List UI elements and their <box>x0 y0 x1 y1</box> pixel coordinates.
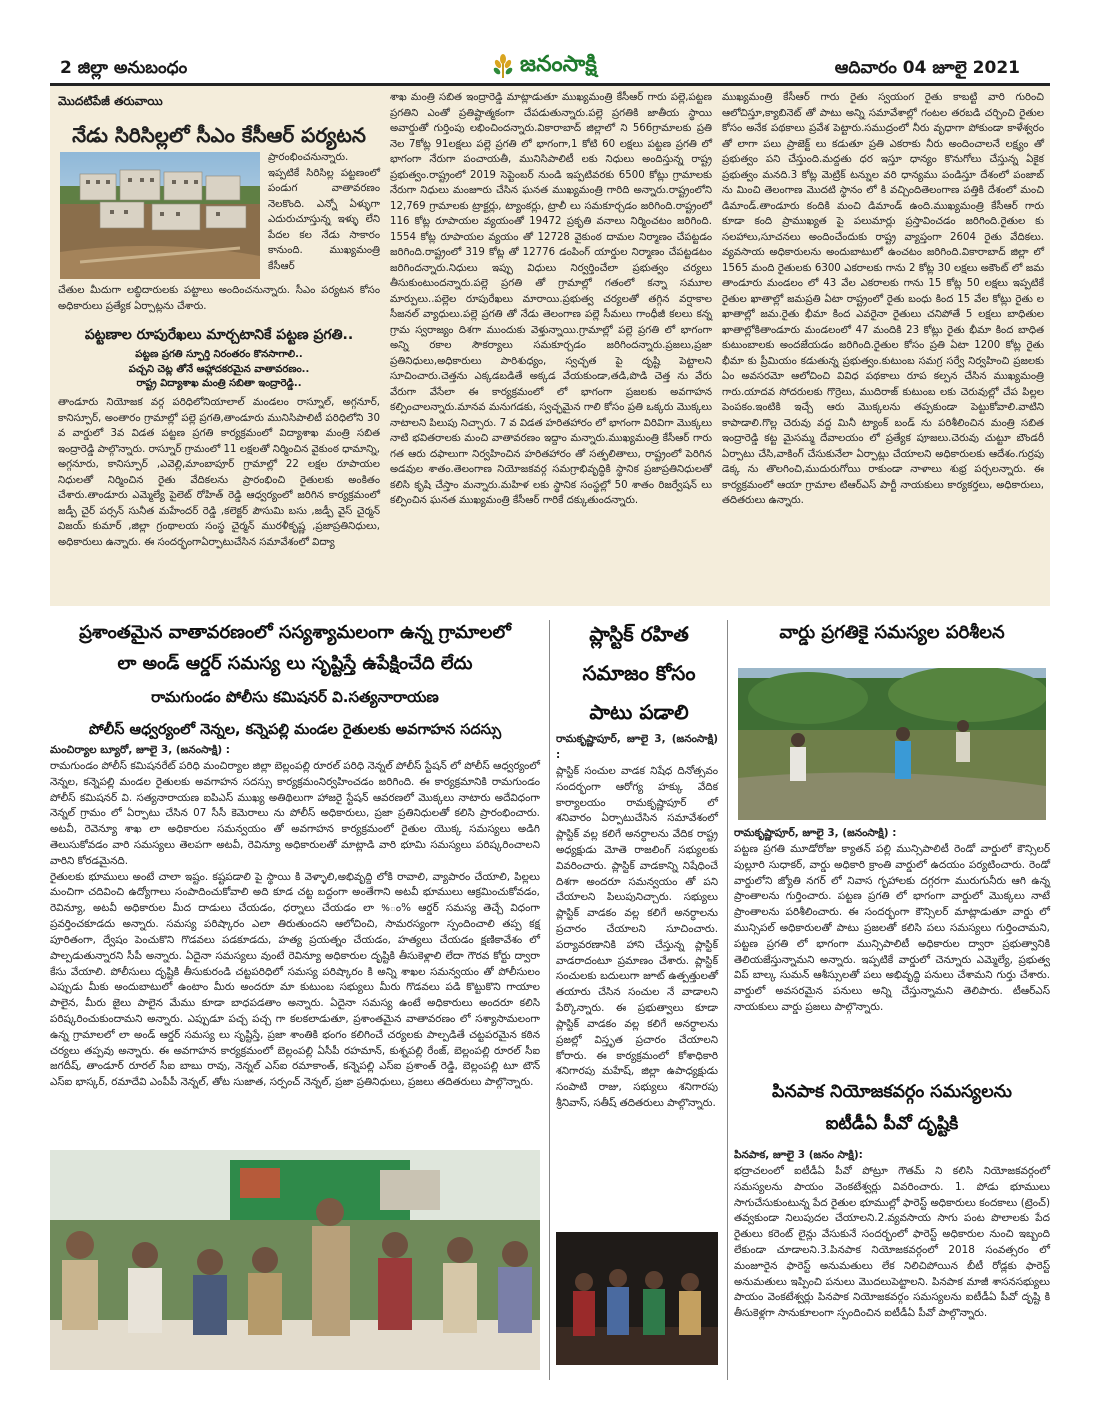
column-divider-2 <box>727 620 728 1380</box>
column-divider-1 <box>549 620 550 1380</box>
page-label: 2 జిల్లా అనుబంధం <box>60 58 188 78</box>
story3-photo <box>50 1150 540 1370</box>
ward-inspection-photo <box>738 668 1046 820</box>
story3-body-2: రైతులకు భూములు అంటే చాలా ఇష్టం. కష్టపడాలి పై స్థాయి కి వెళ్ళాలి,అభివృద్ది లోకి రావాలి, వ్యాపారం చేయాలి, పిల్లలు మంచిగా చదివించి ఉద్యోగాలు సంపాదించుకోవాలి అది కూడ చట్ట బద్దంగా అంతేగాని అటవీ భూములు ఆక్రమించుకోవడం, రెవిన్యూ, అటవీ అధికారుల మీద దాడులు చేయడం, ధర్నాలు చేయడం లా %ం% ఆర్డర్ సమస్య తెచ్చే విధంగా ప్రవర్తించకూడదు అన్నారు. సమస్య పరిష్కారం ఎలా తిరుతుందని ఆలోచించి, సామరస్యంగా స్పందించాలి తప్ప కక్ష పూరితంగా, ద్వేషం పెంచుకొని గొడవలు పడకూడదు, హత్య ప్రయత్నం చేయడం, హత్యలు చేయడం క్షణికావేశం లో పాల్పడుతున్నారని సీపీ అన్నారు. ఏదైనా సమస్యలు వుంటే రెవిన్యూ అధికారుల దృష్టికి తీసుకెళ్లాలి లేదా గౌరవ కోర్టు ద్వారా కేసు వేయాలి. పోలీసులు దృష్టికి తీసుకురండి చట్టపరిధిలో సమస్య పరిష్కారం కి అన్ని శాఖల సమన్వయం తో పోలీసులం ఎప్పుడు మీకు అందుబాటులో ఉంటాం మీరు అందరూ మా కుటుంబ సభ్యులు మీరు గొడవలు పడి కొట్టుకొని గాయాల పాలైన, మీరు జైలు పాలైన మేము కూడా బాధపడతాం అన్నారు. ఏదైనా సమస్య ఉంటే అధికారులు అందరూ కలిసి పరిష్కరించుకుందామని అన్నారు. ఎప్పుడూ పచ్చ పచ్చ గా కలకలాడుతూ, ప్రశాంతమైన వాతావరణం లో సశ్యాసామలంగా ఉన్న గ్రామాలలో లా అండ్ ఆర్డర్ సమస్య లు సృష్టిస్తే, ప్రజా శాంతికి భంగం కలిగించే చర్యలకు పాల్పడితే చట్టపరమైన కఠిన చర్యలు తప్పవు అన్నారు. ఈ అవగాహన కార్యక్రమంలో బెల్లంపల్లి ఏసీపీ రహమాన్, కుశ్నపల్లి రేంజ్, బెల్లంపల్లి రూరల్ సీఐ జగదీష్, తాండూర్ రూరల్ సీఐ బాబు రావు, నెన్నల్ ఎస్ఐ రమాకాంత్, కన్నెపల్లి ఎస్ఐ ప్రశాంత్ రెడ్డి, బెల్లంపల్లి టూ టౌన్ ఎస్ఐ భాస్కర్, రమాదేవి ఎంపీపీ నెన్నల్, తోట సుజాత, సర్పంచ్ నెన్నల్, ప్రజా ప్రతినిధులు, ప్రజలు తదితరులు పాల్గొన్నారు. <box>50 870 540 1089</box>
story2-body-col2: శాఖ మంత్రి సబిత ఇంద్రారెడ్డి మాట్లాడుతూ ముఖ్యమంత్రి కేసీఆర్ గారు పల్లె,పట్టణ ప్రగతిని ఎంతో ప్రతిష్టాత్మకంగా చేపడుతున్నారు.పల్లె ప్రగతికి జాతీయ స్థాయి అవార్డుతో గుర్తింపు లభించిందన్నారు.వికారాబాద్ జిల్లాలో ని 566గ్రామాలకు ప్రతి నెల 7కోట్ల 91లక్షలు పల్లె ప్రగతి లో భాగంగా,1 కోటి 60 లక్షలు పట్టణ ప్రగతి లో భాగంగా నేరుగా పంచాయతీ, మునిసిపాలిటీ లకు నిధులు అందిస్తున్న రాష్ట్ర ప్రభుత్వం.రాష్ట్రంలో 2019 సెప్టెంబర్ నుండి ఇప్పటివరకు 6500 కోట్లు గ్రామాలకు నేరుగా నిధులు మంజూరు చేసిన ఘనత ముఖ్యమంత్రి గారిది అన్నారు.రాష్ట్రంలోని 12,769 గ్రామాలకు ట్రాక్టర్లు, ట్యాంకర్లు, ట్రాలీ లు సమకూర్చడం జరిగింది.రాష్ట్రంలో 116 కోట్ల రూపాయల వ్యయంతో 19472 ప్రకృతి వనాలు నిర్మించటం జరిగింది. 1554 కోట్ల రూపాయల వ్యయం తో 12728 వైకుంఠ దామల నిర్మాణం చేపట్టడం జరిగింది.రాష్ట్రంలో 319 కోట్ల తో 12776 డంపింగ్ యార్డుల నిర్మాణం చేపట్టడటం జరిగిందన్నారు.నిధులు ఇప్పు విధులు నిర్వర్తించేలా ప్రభుత్వం చర్యలు తీసుకుంటుందన్నారు.పల్లె ప్రగతి తో గ్రామాల్లో గతంలో కన్నా సమూల మార్పులు..పల్లెల రూపురేఖలు మారాయి.ప్రభుత్వ చర్యలతో తగ్గిన వర్షాకాల సీజనల్ వ్యాధులు.పల్లె ప్రగతి తో నేడు తెలంగాణ పల్లె సీమలు గాంధీజీ కలలు కన్న గ్రామ స్వరాజ్యం దిశగా ముందుకు వెళ్తున్నాయి.గ్రామాల్లో పల్లె ప్రగతి లో భాగంగా అన్ని రకాల సౌకర్యాలు సమకూర్చడం జరిగిందన్నారు.ప్రజలు,ప్రజా ప్రతినిధులు,అధికారులు పారిశుధ్యం, స్వచ్ఛత పై దృష్టి పెట్టాలని సూచించారు.చెత్తను ఎక్కడబడితే అక్కడ వేయకుండా,తడి,పొడి చెత్త ను వేరు వేరుగా వేసేలా ఈ కార్యక్రమంలో లో భాగంగా ప్రజలకు అవగాహన కల్పించాలన్నారు.మానవ మనుగడకు, స్వచ్ఛమైన గాలి కోసం ప్రతి ఒక్కరు మొక్కలు నాటాలని పిలుపు నిచ్చారు. 7 వ విడత హరితహారం లో భాగంగా విరివిగా మొక్కలు నాటి భవితరాలకు మంచి వాతావరణం ఇద్దాం మన్నారు.ముఖ్యమంత్రి కేసీఆర్ గారు గత ఆరు దఫాలుగా నిర్వహించిన హరితహారం తో సత్ఫలితాలు, రాష్ట్రంలో పెరిగిన అడవుల శాతం.తెలంగాణ నియోజకవర్గ సమగ్రాభివృద్ధికి స్థానిక ప్రజాప్రతినిధులతో కలిసి కృషి చేస్తాం మన్నారు.మహిళ లకు స్థానిక సంస్థల్లో 50 శాతం రిజర్వేషన్ లు కల్పించిన ఘనత ముఖ్యమంత్రి కేసీఆర్ గారికే దక్కుతుందన్నారు. <box>390 92 712 506</box>
story3-headline-1: ప్రశాంతమైన వాతావరణంలో సస్యశ్యామలంగా ఉన్న గ్రామాలలో <box>79 622 511 643</box>
issue-date: ఆదివారం 04 జూలై 2021 <box>834 58 1020 78</box>
brand-block <box>490 52 597 82</box>
story4-headline-3: పాటు పడాలి <box>589 700 689 724</box>
housing-colony-photo <box>60 152 260 279</box>
masthead <box>50 54 1050 84</box>
story3-dateline: మంచిర్యాల బ్యూరో, జూలై 3, (జనంసాక్షి) : <box>50 744 230 756</box>
story2-body: తాండూరు నియోజక వర్గ పరిధిలోనియాలాల్ మండలం రాస్నూల్, అగ్గనూర్, కానిస్పూర్, అంతారం గ్రామాల్లో పల్లె ప్రగతి,తాండూరు మునిసిపాలిటీ పరిధిలోని 30 వ వార్డులో 3వ విడత పట్టణ ప్రగతి కార్యక్రమంలో విద్యాశాఖ మంత్రి సబిత ఇంద్రారెడ్డి పాల్గొన్నారు. రాస్నూర్ గ్రామంలో 11 లక్షలతో నిర్మించిన వైకుంఠ ధామాన్ని, అగ్గనూరు, కానిస్పూర్ ,ఎవెల్లి,మాంబాపూర్ గ్రామాల్లో 22 లక్షల రూపాయల నిధులతో నిర్మించిన రైతు వేదికలను ప్రారంభించి రైతులకు అంకితం చేశారు.తాండూరు ఎమ్మెల్యే పైలెట్ రోహిత్ రెడ్డి ఆధ్వర్యంలో జరిగిన కార్యక్రమంలో జడ్పీ చైర్ పర్సన్ సునీత మహేందర్ రెడ్డి ,కలెక్టర్ పౌసుమి బసు ,జడ్పీ వైస్ చైర్మన్ విజయ్ కుమార్ ,జిల్లా గ్రంథాలయ సంస్థ చైర్మన్ మురళీకృష్ణ ,ప్రజాప్రతినిధులు, అధికారులు ఉన్నారు. ఈ సందర్భంగాఏర్పాటుచేసిన సమావేశంలో విద్యా <box>58 397 380 548</box>
top-stories-block <box>50 86 1050 606</box>
story1-kicker: మొదటిపేజీ తరువాయి <box>58 94 163 108</box>
story6-dateline: పినపాక, జూలై 3 (జనం సాక్షి): <box>734 1149 863 1161</box>
story2-subhead-3: రాష్ట్ర విద్యాశాఖ మంత్రి సబితా ఇంద్రారెడ్డి.. <box>136 378 302 389</box>
story4-headline-2: సమాజం కోసం <box>582 661 696 685</box>
story4-photo <box>556 1232 718 1365</box>
story5-dateline: రామకృష్ణాపూర్, జూలై 3, (జనంసాక్షి) : <box>734 827 897 839</box>
story5-photo <box>738 668 1046 820</box>
story4-headline-1: ప్లాస్టిక్ రహిత <box>589 622 689 646</box>
police-meeting-photo <box>50 1150 540 1370</box>
story6-headline-1: పినపాక నియోజకవర్గం సమస్యలను <box>772 1082 1012 1102</box>
story6-text <box>734 1148 1050 1322</box>
story3-text <box>50 743 540 1091</box>
story3-headline-2: లా అండ్ ఆర్డర్ సమస్య లు సృష్టిస్తే ఉపేక్షించేది లేదు <box>117 653 473 674</box>
story2-subhead-1: పట్టణ ప్రగతి స్ఫూర్తి నిరంతరం కొనసాగాలి.. <box>135 349 303 360</box>
story2-headline: పట్టణాల రూపురేఖలు మార్చటానికే పట్టణ ప్రగతి.. <box>84 327 354 343</box>
story1-side-text: ప్రారంభించనున్నారు. ఇప్పటికే సిరిసిల్ల పట్టణంలో పండుగ వాతావరణం నెలకొంది. ఎన్నో ఏళ్ళుగా ఎదురుచూస్తున్న ఇళ్ళు లేని పేదల కల నేడు సాకారం కానుంది. ముఖ్యమంత్రి కేసీఆర్ <box>268 152 380 272</box>
story2-header <box>58 327 380 392</box>
story3-subhead: పోలీస్ ఆధ్వర్యంలో నెన్నల, కన్నెపల్లి మండల రైతులకు అవగాహన సదస్సు <box>88 722 502 738</box>
story4-text <box>556 732 718 1112</box>
story1 <box>58 92 380 151</box>
story5-body: పట్టణ ప్రగతి మూడోరోజు క్యాతన్ పల్లి మున్సిపాలిటీ రెండో వార్డులో కౌన్సిలర్ పుల్లూరి సుధాకర్, వార్డు అధికారి క్రాంతి వార్డులో ఉదయం పర్యటించారు. రెండో వార్డులోని జ్యోతి నగర్ లో నివాస గృహాలకు దగ్గరగా మురుగునీరు ఆగి ఉన్న ప్రాంతాలను గుర్తించారు. పట్టణ ప్రగతి లో భాగంగా వార్డులో మొక్కలు నాటే ప్రాంతాలను పరిశీలించారు. ఈ సందర్భంగా కౌన్సిలర్ మాట్లాడుతూ వార్డు లో మున్సిపల్ అధికారులతో పాటు ప్రజలతో కలిసి పలు సమస్యలు గుర్తించామని, పట్టణ ప్రగతి లో భాగంగా మున్సిపాలిటీ అధికారుల ద్వారా ప్రభుత్వానికి తెలియజేస్తున్నామని అన్నారు. ఇప్పటికే వార్డులో చెన్నూరు ఎమ్మెల్యే, ప్రభుత్వ విప్ బాల్క సుమన్ ఆశీస్సులతో పలు అభివృద్ధి పనులు చేశామని గుర్తు చేశారు. వార్డులో అవసరమైన పనులు అన్ని చేస్తున్నామని తెలిపారు. టీఆర్ఎస్ నాయకులు వార్డు ప్రజలు పాల్గొన్నారు. <box>734 842 1050 1014</box>
story6-body: భద్రాచలంలో ఐటీడీఏ పీవో పోట్రూ గౌతమ్ ని కలిసి నియోజకవర్గంలో సమస్యలను పాయం వెంకటేశ్వర్లు వివరించారు. 1. పోడు భూములు సాగుచేసుకుంటున్న పేద రైతుల భూముల్లో ఫారెస్ట్ అధికారులు కందకాలు (ట్రెంచ్) తవ్వకుండా నిలుపుదల చేయాలని.2.వ్యవసాయ సాగు పంట పొలాలకు పేద రైతులు కరెంట్ లైన్లు వేసుకునే సందర్భంలో ఫారెస్ట్ అధికారుల నుంచి ఇబ్బంది లేకుండా చూడాలని.3.పినపాక నియోజకవర్గంలో 2018 సంవత్సరం లో మంజూరైన ఫారెస్ట్ అనుమతులు లేక నిలిచిపోయిన బీటీ రోడ్లకు ఫారెస్ట్ అనుమతులు ఇప్పించి పనులు మొదలుపెట్టాలని. పినపాక మాజీ శాసనసభ్యులు పాయం వెంకటేశ్వర్లు పినపాక నియోజకవర్గం సమస్యలను ఐటీడీఏ పీవో దృష్టి కి తీసుకెళ్లగా సానుకూలంగా స్పందించిన ఐటీడీఏ పీవో పాల్గొన్నారు. <box>734 1164 1050 1320</box>
story3-byline: రామగుండం పోలీసు కమిషనర్ వి.సత్యనారాయణ <box>151 688 439 706</box>
story4-body: ప్లాస్టిక్ సంచుల వాడక నిషేధ దినోత్సవం సందర్భంగా ఆరోగ్య హక్కు వేదిక కార్యాలయం రామకృష్ణాపూర్ లో శనివారం ఏర్పాటుచేసిన సమావేశంలో ప్లాస్టిక్ వల్ల కలిగే అనర్ధాలను వేదిక రాష్ట్ర అధ్యక్షుడు మోతె రాజలింగ్ సభ్యులకు వివరించారు. ప్లాస్టిక్ వాడకాన్ని నిషేధించే దిశగా అందరూ సమన్వయం తో పని చేయాలని పిలుపునిచ్చారు. సభ్యులు ప్లాస్టిక్ వాడకం వల్ల కలిగే అనర్ధాలను ప్రచారం చేయాలని సూచించారు. పర్యావరణానికి హాని చేస్తున్న ప్లాస్టిక్ వాడరాదంటూ ప్రమాణం చేశారు. ప్లాస్టిక్ సంచులకు బదులుగా జూట్ ఉత్పత్తులతో తయారు చేసిన సంచుల నే వాడాలని పేర్కొన్నారు. ఈ ప్రభుత్వాలు కూడా ప్లాస్టిక్ వాడకం వల్ల కలిగే అనర్ధాలను ప్రజల్లో విస్తృత ప్రచారం చేయాలని కోరారు. ఈ కార్యక్రమంలో కోశాధికారి శనిగారపు మహేష్, జిల్లా ఉపాధ్యక్షుడు సంపాటి రాజు, సభ్యులు శనిగారపు శ్రీనివాస్, సతీష్ తదితరులు పాల్గొన్నారు. <box>556 764 718 1109</box>
wheat-sheaf-icon <box>490 54 516 80</box>
story3-body-1: రామగుండం పోలీస్ కమిషనరేట్ పరిధి మంచిర్యాల జిల్లా బెల్లంపల్లి రూరల్ పరిధి నెన్నల్ పోలీస్ స్టేషన్ లో పోలీస్ ఆధ్వర్యంలో నెన్నల, కన్నెపల్లి మండల రైతులకు అవగాహన సదస్సు కార్యక్రమంనిర్వహించడం జరిగింది. ఈ కార్యక్రమానికి రామగుండం పోలీస్ కమిషనర్ వి. సత్యనారాయణ ఐపిఎస్ ముఖ్య అతిథిలుగా హాజరై స్టేషన్ ఆవరణలో మొక్కలు నాటారు అదేవిధంగా నెన్నల్ గ్రామం లో ఏర్పాటు చేసిన 07 సీసీ కెమెరాలు ను పోలీస్ అధికారులు, ప్రజా ప్రతినిధులతో కలిసి ప్రారంభించారు. అటవీ, రెవెన్యూ శాఖ లా అధికారుల సమన్వయం తో అవగాహన కార్యక్రమంలో రైతుల యొక్క సమస్యలు అడిగి తెలుసుకోవడం వారి సమస్యలు తెలపగా అటవీ, రెవిన్యూ అధికారులతో మాట్లాడి వారి భూమి సమస్యలు పరిష్కరించాలని వారిని కోరడమైనది. <box>50 759 540 867</box>
story2-body-col3: ముఖ్యమంత్రి కేసీఆర్ గారు రైతు స్వయంగ రైతు కాబట్టి వారి గురించి ఆలోచిస్తూ,క్యాబినెట్ తో పాటు అన్ని సమావేశాల్లో గంటల తరబడి చర్చించి రైతుల కోసం అనేక పథకాలు ప్రవేశ పెట్టారు.సముద్రంలో నీరు వృధాగా పోకుండా కాళేశ్వరం తో లాగా పలు ప్రాజెక్ట్ లు కడుతూ ప్రతి ఎకరాకు నీరు అందించాలనే లక్ష్యం తో ప్రభుత్వం పని చేస్తుంది.మద్దతు ధర ఇస్తూ ధాన్యం కొనుగోలు చేస్తున్న ఏకైక ప్రభుత్వం మనది.3 కోట్ల మెట్రిక్ టన్నుల వరి ధాన్యము పండిస్తూ దేశంలో పంజాబ్ ను మించి తెలంగాణ మొదటి స్థానం లో కి వచ్చిందితెలంగాణ పత్తికి దేశంలో మంచి డిమాండ్.తాండూరు కందికి మంచి డిమాండ్ ఉంది.ముఖ్యమంత్రి కేసీఆర్ గారు కూడా కంది ప్రాముఖ్యత పై పలుమార్లు ప్రస్తావించడం జరిగింది.రైతుల కు సలహాలు,సూచనలు అందించేందుకు రాష్ట్ర వ్యాప్తంగా 2604 రైతు వేదికలు. వ్యవసాయ అధికారులను అందుబాటులో ఉంచటం జరిగింది.వికారాబాద్ జిల్లా లో 1565 మంది రైతులకు 6300 ఎకరాలకు గాను 2 కోట్ల 30 లక్షలు అకౌంట్ లో జమ తాండూరు మండలం లో 43 వేల ఎకరాలకు గాను 15 కోట్ల 50 లక్షలు ఇప్పటికే రైతుల ఖాతాల్లో జమప్రతి ఏటా రాష్ట్రంలో రైతు బంధు కింద 15 వేల కోట్లు రైతు ల ఖాతాల్లో జమ.రైతు భీమా కింద ఎవరైనా రైతులు చనిపోతే 5 లక్షలు బాధితుల ఖాతాల్లోకితాండూరు మండలంలో 47 మందికి 23 కోట్లు రైతు భీమా కింద బాధిత కుటుంబాలకు అందజేయడం జరిగింది.రైతుల కోసం ప్రతి ఏటా 1200 కోట్ల రైతు భీమా కు ప్రీమియం కడుతున్న ప్రభుత్వం.కుటుంబ సమగ్ర సర్వే నిర్వహించి ప్రజలకు ఏం అవసరమో ఆలోచించి వివిధ పథకాలు రూప కల్పన చేసిన ముఖ్యమంత్రి గారు.యాదవ సోదరులకు గొర్రెలు, ముదిరాజ్ కుటుంబ లకు చెరువుల్లో చేప పిల్లల పెంపకం.ఇంటికి ఇచ్చే ఆరు మొక్కలను తప్పకుండా పెట్టుకోవాలి.వాటిని కాపాడాలి.గొల్ల చెరువు వద్ద మినీ ట్యాంక్ బండ్ ను పరిశీలించిన మంత్రి సబిత ఇంద్రారెడ్డి కట్ట మైసమ్మ దేవాలయం లో ప్రత్యేక పూజలు.చెరువు చుట్టూ బౌండరీ ఏర్పాటు చేసి,వాకింగ్ చేసుకునేలా ఏర్పాట్లు చేయాలని అధికారులకు ఆదేశం.గుర్రపు డెక్క ను తొలగించి,ముదురుగోయి రాకుండా నాళాలు శుభ్ర పర్చలన్నారు. ఈ కార్యక్రమంలో ఆయా గ్రామాల టిఆర్ఎస్ పార్టీ నాయకులు కార్యకర్తలు, అధికారులు, తదితరులు ఉన్నారు. <box>722 92 1044 506</box>
story1-photo <box>60 152 260 279</box>
group-photo <box>556 1232 718 1365</box>
brand-name: జనంసాక్షి <box>520 52 597 77</box>
story4-dateline: రామకృష్ణాపూర్, జూలై 3, (జనంసాక్షి) : <box>556 733 718 761</box>
story2-subhead-2: పచ్చని చెట్ల తోనే ఆహ్లాదకరమైన వాతావరణం.. <box>128 363 310 375</box>
story1-body: చేతుల మీదుగా లబ్ధిదారులకు పట్టాలు అందించనున్నారు. సీఎం పర్యటన కోసం అధికారులు ప్రత్యేక ఏర్పాట్లను చేశారు. <box>58 285 380 312</box>
story6-headline-2: ఐటీడీఏ పీవో దృష్టికి <box>825 1114 959 1134</box>
story1-headline: నేడు సిరిసిల్లలో సీఎం కేసీఆర్ పర్యటన <box>72 123 366 148</box>
story5-text <box>734 826 1050 1016</box>
story5-headline: వార్డు ప్రగతికై సమస్యల పరిశీలన <box>779 622 1005 643</box>
